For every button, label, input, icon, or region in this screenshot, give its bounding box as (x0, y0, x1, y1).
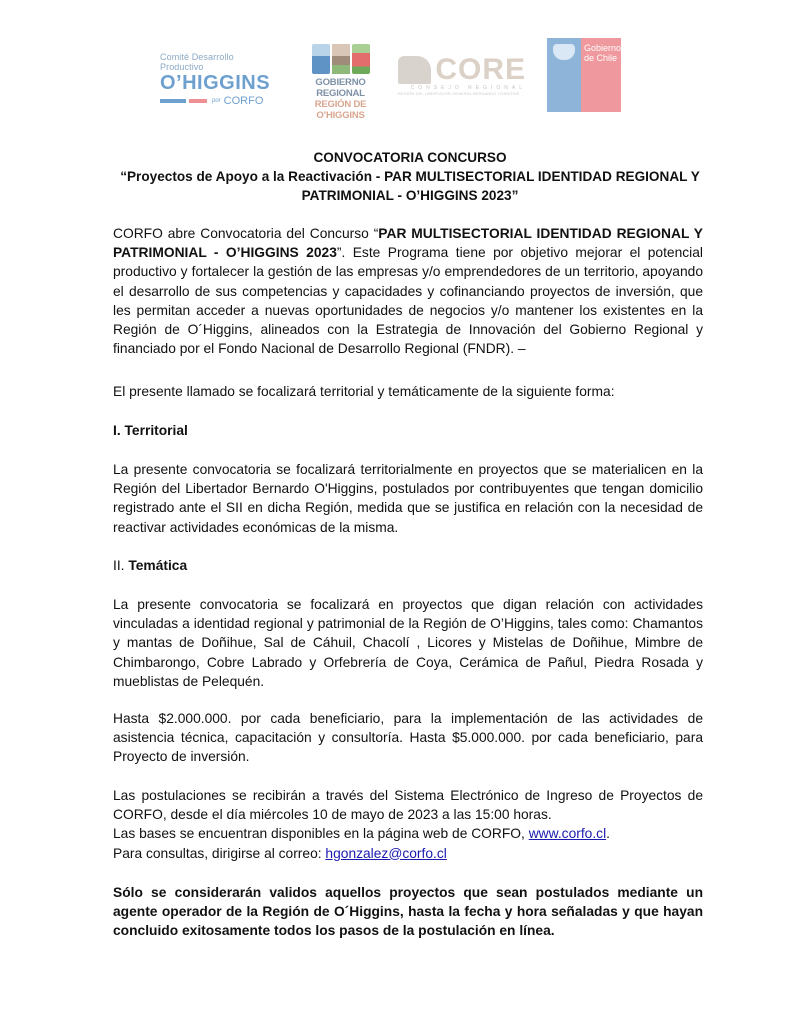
comite-ohiggins-logo (160, 52, 270, 107)
intro-text: ”. Este Programa tiene por objetivo mejorar el potencial productivo y fortalecer la gestión de las empresas y/o emprendedores de un territorio, apoyando el desarrollo de sus competencias y capacidades y cofinanciando proyectos de inversión, que les permitan acceder a nuevas oportunidades de negocios y/o mantener los existentes en la Región de O´Higgins, alineados con la Estrategia de Innovación del Gobierno Regional y financiado por el Fondo Nacional de Desarrollo Regional (FNDR). – (113, 245, 703, 357)
core-logo-sub2: REGIÓN DEL LIBERTADOR GENERAL BERNARDO O’HIGGINS (398, 91, 520, 96)
gobierno-de-chile-logo (547, 38, 621, 112)
chile-logo-line2: de Chile (584, 53, 618, 63)
core-logo-sub: CONSEJO REGIONAL (410, 85, 526, 91)
application-dates: Las postulaciones se recibirán a través del Sistema Electrónico de Ingreso de Proyectos de CORFO, desde el día miércoles 10 de mayo de 2023 a las 15:00 horas. (113, 788, 703, 823)
gobierno-regional-logo (293, 44, 388, 121)
intro-program-name: PAR MULTISECTORIAL IDENTIDAD REGIONAL Y PATRIMONIAL - O’HIGGINS 2023 (113, 226, 703, 261)
comite-logo-subtitle: Comité Desarrollo Productivo (160, 52, 234, 72)
bases-text: Las bases se encuentran disponibles en la página web de CORFO, (113, 826, 529, 842)
section-territorial-heading: I. Territorial (113, 423, 188, 438)
intro-prefix: CORFO abre Convocatoria del Concurso “ (113, 226, 379, 241)
section-tematica-text: La presente convocatoria se focalizará en proyectos que digan relación con actividades vinculadas a identidad regional y patrimonial de la Región de O’Higgins, tales como: Chamantos y mantas de Doñihue, Sal de Cáhuil, Chacolí , Licores y Mistelas de Doñihue, Mimbre de Chimbarongo, Cobre Labrado y Orfebrería de Coya, Cerámica de Pañul, Piedra Rosada y mueblistas de Pelequén. (113, 597, 703, 689)
statue-icon (398, 56, 431, 84)
gore-logo-line1: GOBIERNO REGIONAL (315, 77, 366, 99)
section-territorial-text: La presente convocatoria se focalizará territorialmente en proyectos que se materialicen en la Región del Libertador Bernardo O'Higgins, postulados por contribuyentes que tengan domicilio registrado ante el SII en dicha Región, medida que se justifica en relación con la necesidad de reactivar actividades económicas de la misma. (113, 462, 703, 535)
title-line2: “Proyectos de Apoyo a la Reactivación - PAR MULTISECTORIAL IDENTIDAD REGIONAL Y PATRIMONIAL - O’HIGGINS 2023” (120, 169, 700, 203)
section-tematica-heading (113, 556, 703, 575)
contact-email-link[interactable]: hgonzalez@corfo.cl (325, 845, 447, 861)
funding-paragraph: Hasta $2.000.000. por cada beneficiario, para la implementación de las actividades de asistencia técnica, capacitación y consultoría. Hasta $5.000.000. por cada beneficiario, para Proyecto de inversión. (113, 711, 703, 765)
corfo-website-link[interactable]: www.corfo.cl (528, 826, 607, 842)
landscape-icon (293, 44, 388, 74)
core-logo (398, 53, 526, 96)
core-logo-word: CORE (435, 53, 526, 86)
application-paragraph (113, 786, 703, 863)
title-line1: CONVOCATORIA CONCURSO (313, 150, 507, 165)
document-title (100, 148, 720, 205)
contact-text: Para consultas, dirigirse al correo: (113, 845, 326, 861)
tematica-heading-label: Temática (128, 558, 188, 573)
gore-logo-line2: REGIÓN DE O’HIGGINS (314, 99, 367, 121)
coat-of-arms-icon (553, 44, 575, 60)
comite-logo-corfo: CORFO (223, 95, 264, 107)
logo-bar (0, 38, 812, 121)
tematica-heading-prefix: II. (113, 558, 129, 573)
comite-logo-title: O’HIGGINS (160, 72, 271, 94)
chile-logo-line1: Gobierno (584, 43, 622, 53)
comite-logo-por: por (212, 98, 221, 104)
focus-paragraph: El presente llamado se focalizará territorial y temáticamente de la siguiente forma: (113, 384, 615, 399)
intro-paragraph (113, 224, 703, 358)
bases-period: . (606, 826, 610, 842)
closing-note: Sólo se considerarán validos aquellos proyectos que sean postulados mediante un agente operador de la Región de O´Higgins, hasta la fecha y hora señaladas y que hayan concluido exitosamente todos los pasos de la postulación en línea. (113, 885, 703, 939)
